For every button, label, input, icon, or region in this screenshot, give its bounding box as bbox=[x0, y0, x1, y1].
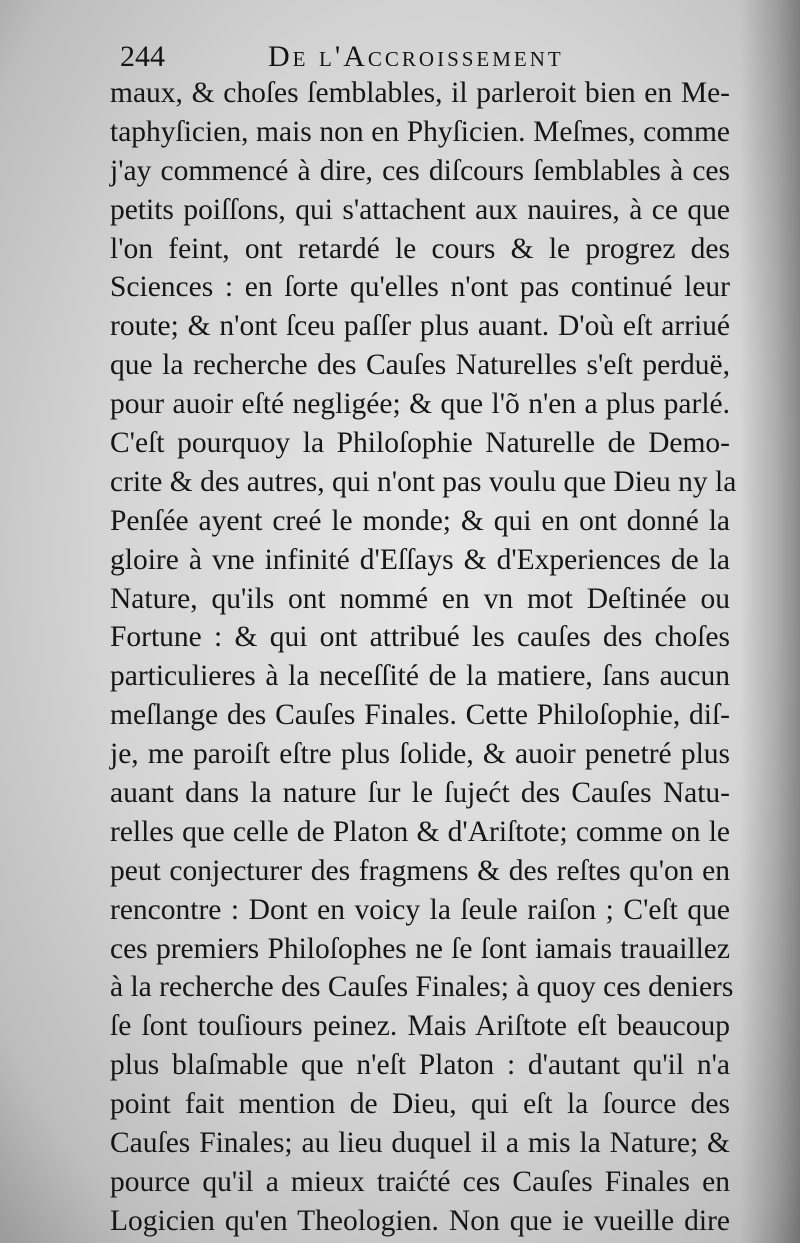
text-line: plus blaſmable que n'eſt Platon : d'autant qu'il n'a bbox=[110, 1049, 730, 1082]
text-line: taphyſicien, mais non en Phyſicien. Meſmes, comme bbox=[110, 115, 730, 148]
text-line: point fait mention de Dieu, qui eſt la ſource des bbox=[110, 1088, 730, 1121]
page-number: 244 bbox=[120, 40, 165, 73]
running-head: De l'Accroissement bbox=[268, 40, 564, 73]
text-line: pour auoir eſté negligée; & que l'õ n'en a plus parlé. bbox=[110, 388, 730, 421]
text-line: à la recherche des Cauſes Finales; à quoy ces deniers bbox=[110, 971, 734, 1004]
text-line: j'ay commencé à dire, ces diſcours ſemblables à ces bbox=[110, 154, 730, 187]
text-line: Cauſes Finales; au lieu duquel il a mis la Nature; & bbox=[110, 1127, 730, 1160]
text-line: crite & des autres, qui n'ont pas voulu que Dieu ny la bbox=[110, 465, 737, 498]
text-line: meſlange des Cauſes Finales. Cette Philoſophie, diſ- bbox=[110, 699, 730, 732]
text-line: Penſée ayent creé le monde; & qui en ont donné la bbox=[110, 504, 730, 537]
text-line: Fortune : & qui ont attribué les cauſes des choſes bbox=[110, 621, 730, 654]
text-line: ſe ſont touſiours peinez. Mais Ariſtote eſt beaucoup bbox=[110, 1010, 730, 1043]
text-line: l'on feint, ont retardé le cours & le progrez des bbox=[110, 232, 730, 265]
text-line: particulieres à la neceſſité de la matiere, ſans aucun bbox=[110, 660, 730, 693]
text-line: peut conjecturer des fragmens & des reſtes qu'on en bbox=[110, 854, 730, 887]
page-gutter-shadow bbox=[740, 0, 800, 1243]
text-line: je, me paroiſt eſtre plus ſolide, & auoir penetré plus bbox=[110, 738, 730, 771]
text-line: route; & n'ont ſceu paſſer plus auant. D'où eſt arriué bbox=[110, 310, 730, 343]
text-line: ces premiers Philoſophes ne ſe ſont iamais trauaillez bbox=[110, 932, 730, 965]
text-line: relles que celle de Platon & d'Ariſtote; comme on le bbox=[110, 815, 730, 848]
text-line: gloire à vne infinité d'Eſſays & d'Experiences de la bbox=[110, 543, 730, 576]
text-line: rencontre : Dont en voicy la ſeule raiſon ; C'eſt que bbox=[110, 893, 730, 926]
text-line: Nature, qu'ils ont nommé en vn mot Deſtinée ou bbox=[110, 582, 730, 615]
text-line: C'eſt pourquoy la Philoſophie Naturelle de Demo- bbox=[110, 427, 730, 460]
text-line: pource qu'il a mieux traićté ces Cauſes Finales en bbox=[110, 1165, 730, 1198]
page-header bbox=[120, 38, 720, 78]
text-line: auant dans la nature ſur le ſujećt des Cauſes Natu- bbox=[110, 777, 730, 810]
body-text bbox=[110, 74, 737, 1241]
text-line: que la recherche des Cauſes Naturelles s'eſt perduë, bbox=[110, 349, 730, 382]
text-line: maux, & choſes ſemblables, il parleroit bien en Me- bbox=[110, 77, 730, 109]
text-line: Logicien qu'en Theologien. Non que ie vueille dire bbox=[110, 1204, 730, 1237]
text-line: Sciences : en ſorte qu'elles n'ont pas continué leur bbox=[110, 271, 730, 304]
text-line: petits poiſſons, qui s'attachent aux nauires, à ce que bbox=[110, 193, 730, 226]
